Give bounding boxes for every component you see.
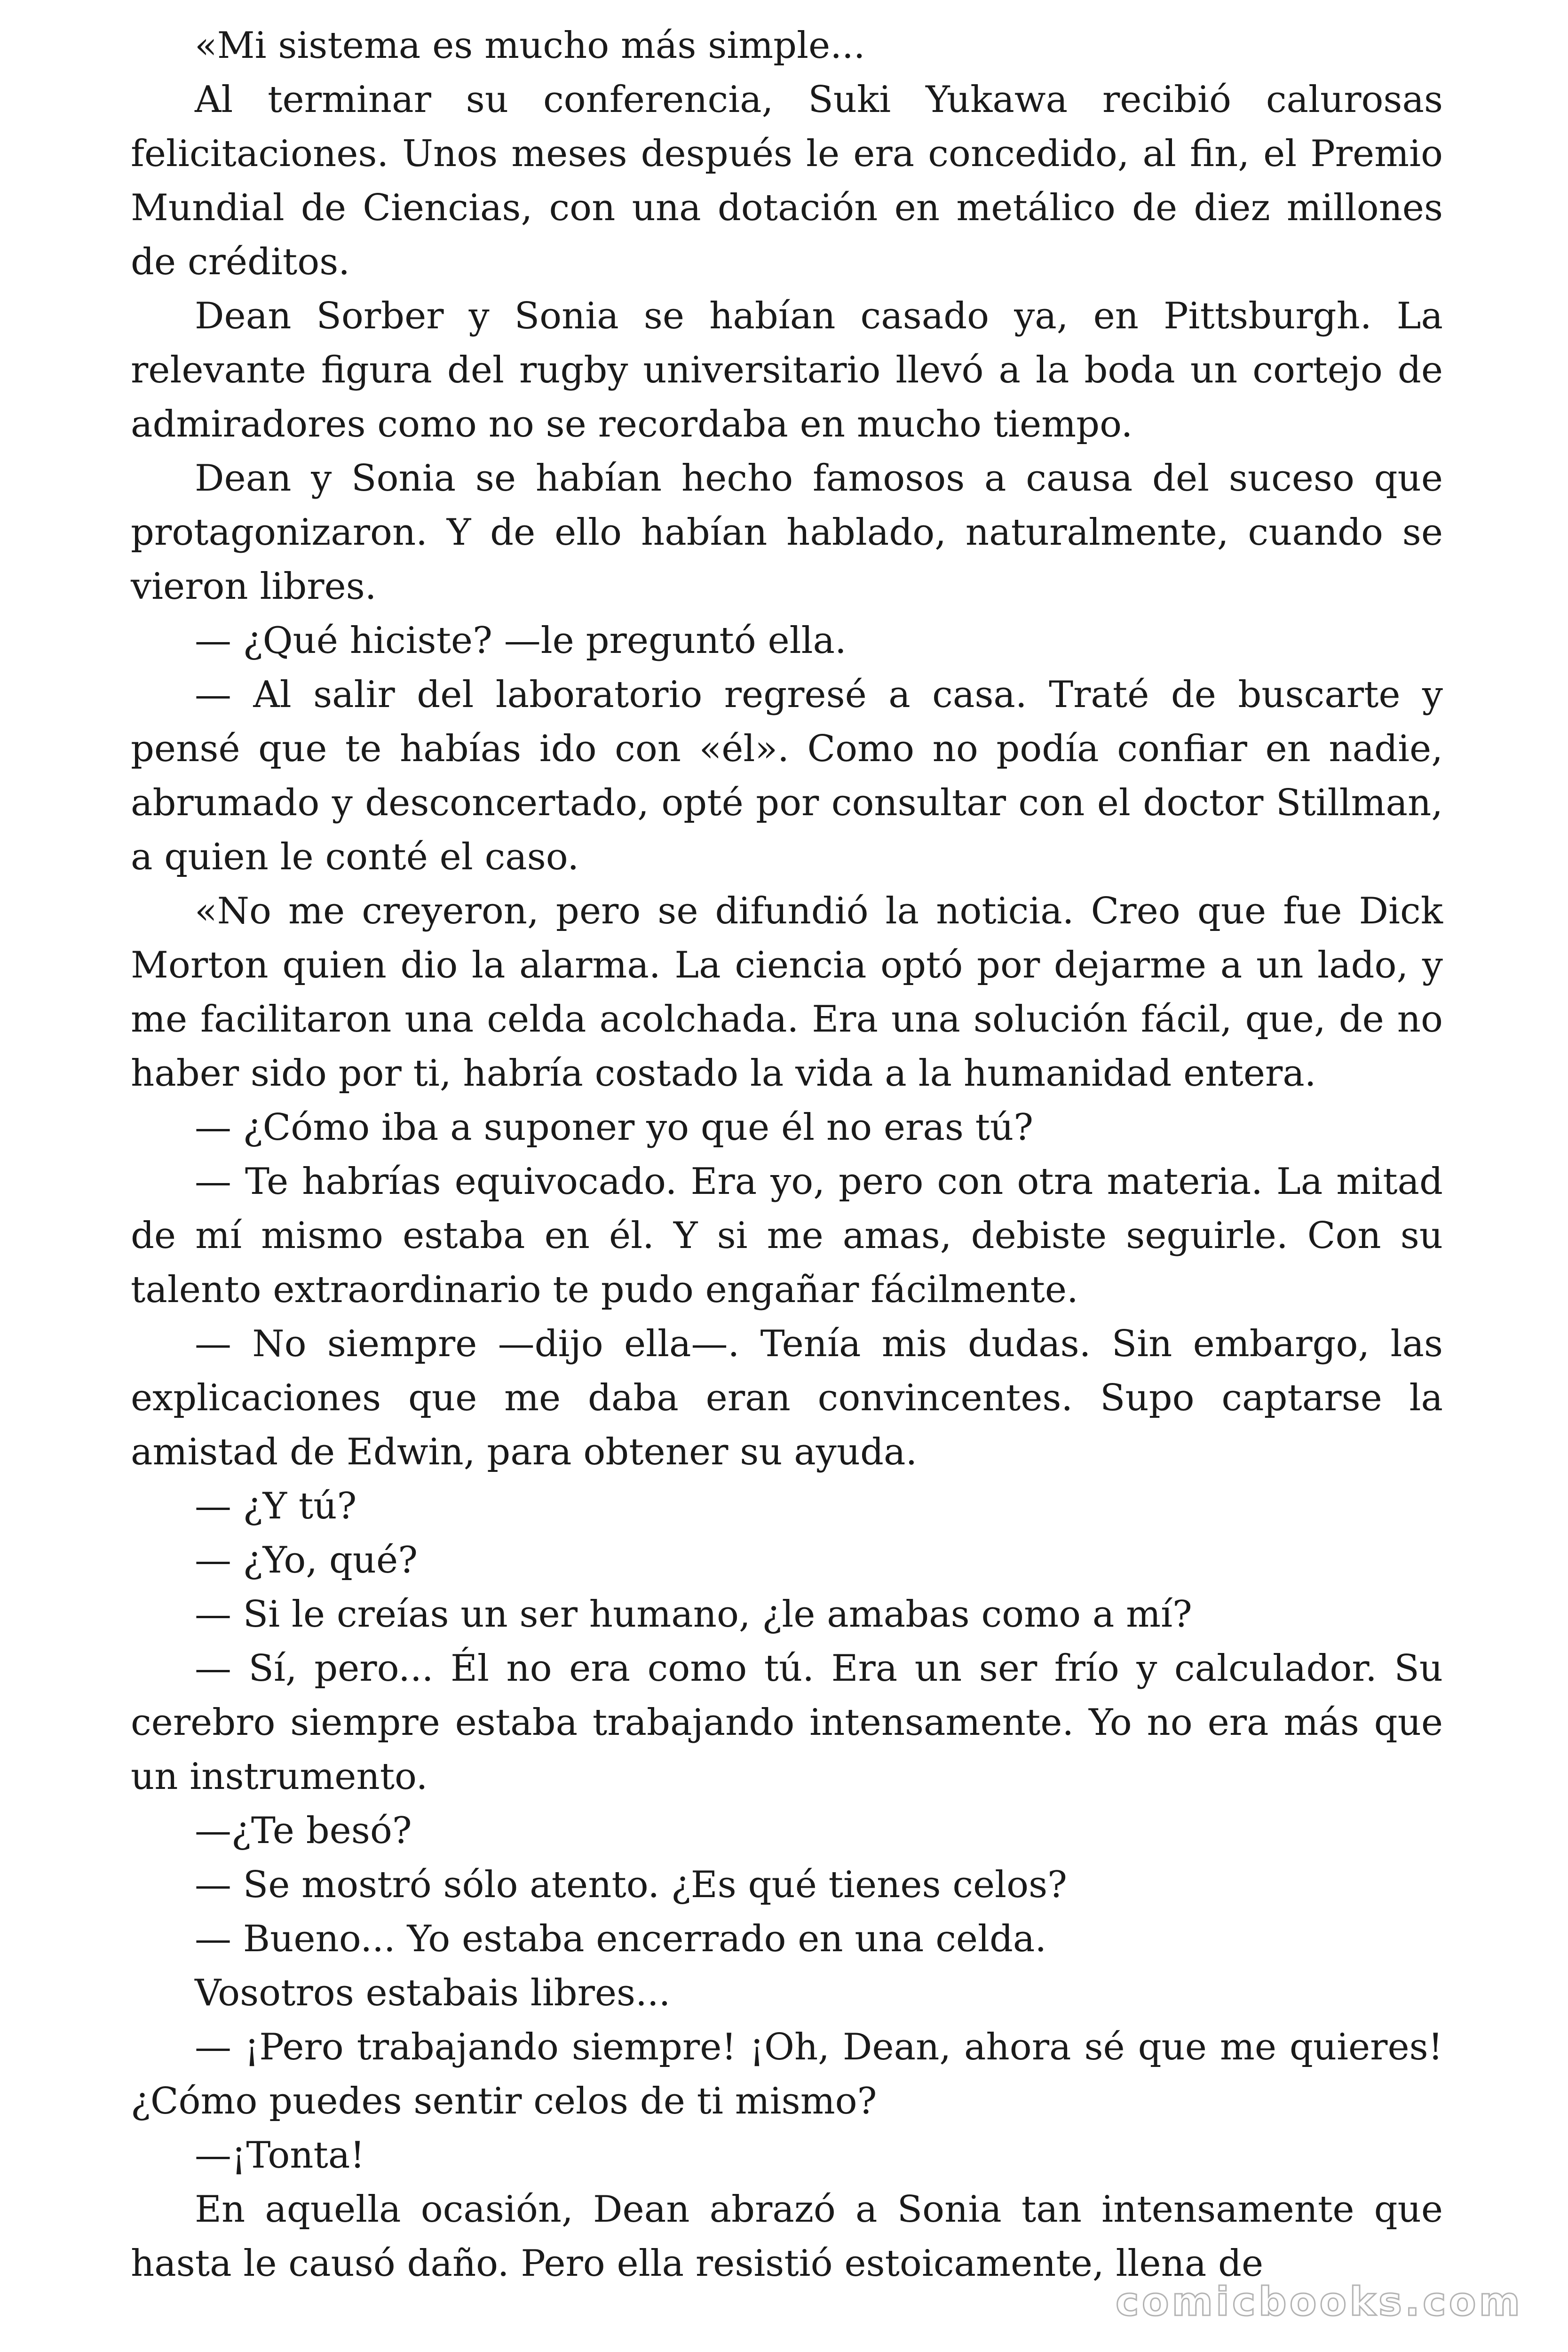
paragraph: Vosotros estabais libres... (195, 1972, 671, 2014)
paragraph: Dean Sorber y Sonia se habían casado ya, en Pittsburgh. La relevante figura del rugby universitario llevó a la boda un cortejo de admiradores como no se recordaba en mucho tiempo. (131, 295, 1443, 445)
paragraph: — Se mostró sólo atento. ¿Es qué tienes celos? (195, 1864, 1067, 1906)
paragraph: — Al salir del laboratorio regresé a casa. Traté de buscarte y pensé que te habías ido con «él». Como no podía confiar en nadie, abrumado y desconcertado, opté por consultar con el doctor Stillman, a quien le conté el caso. (131, 674, 1443, 878)
paragraph: — ¿Yo, qué? (195, 1539, 418, 1581)
body-text (131, 19, 1443, 2291)
watermark: comicbooks.com (1116, 2279, 1523, 2325)
paragraph: En aquella ocasión, Dean abrazó a Sonia tan intensamente que hasta le causó daño. Pero ella resistió estoicamente, llena de (131, 2188, 1443, 2285)
paragraph: — Bueno... Yo estaba encerrado en una celda. (195, 1918, 1047, 1960)
paragraph: — ¿Cómo iba a suponer yo que él no eras tú? (195, 1106, 1034, 1149)
paragraph: — Si le creías un ser humano, ¿le amabas como a mí? (195, 1593, 1192, 1636)
paragraph: — ¡Pero trabajando siempre! ¡Oh, Dean, ahora sé que me quieres! ¿Cómo puedes sentir celos de ti mismo? (131, 2026, 1443, 2122)
paragraph: —¿Te besó? (195, 1810, 412, 1852)
paragraph: —¡Tonta! (195, 2134, 365, 2177)
paragraph: — Te habrías equivocado. Era yo, pero con otra materia. La mitad de mí mismo estaba en él. Y si me amas, debiste seguirle. Con su talento extraordinario te pudo engañar fácilmente. (131, 1160, 1443, 1311)
paragraph: Al terminar su conferencia, Suki Yukawa recibió calurosas felicitaciones. Unos meses después le era concedido, al fin, el Premio Mundial de Ciencias, con una dotación en metálico de diez millones de créditos. (131, 79, 1443, 283)
paragraph: — No siempre —dijo ella—. Tenía mis dudas. Sin embargo, las explicaciones que me daba eran convincentes. Supo captarse la amistad de Edwin, para obtener su ayuda. (131, 1323, 1443, 1473)
paragraph: — Sí, pero... Él no era como tú. Era un ser frío y calculador. Su cerebro siempre estaba trabajando intensamente. Yo no era más que un instrumento. (131, 1647, 1443, 1798)
paragraph: «No me creyeron, pero se difundió la noticia. Creo que fue Dick Morton quien dio la alarma. La ciencia optó por dejarme a un lado, y me facilitaron una celda acolchada. Era una solución fácil, que, de no haber sido por ti, habría costado la vida a la humanidad entera. (131, 890, 1443, 1095)
paragraph: Dean y Sonia se habían hecho famosos a causa del suceso que protagonizaron. Y de ello habían hablado, naturalmente, cuando se vieron libres. (131, 457, 1443, 608)
paragraph: — ¿Y tú? (195, 1485, 357, 1527)
paragraph: — ¿Qué hiciste? —le preguntó ella. (195, 620, 847, 662)
paragraph: «Mi sistema es mucho más simple... (195, 24, 865, 67)
